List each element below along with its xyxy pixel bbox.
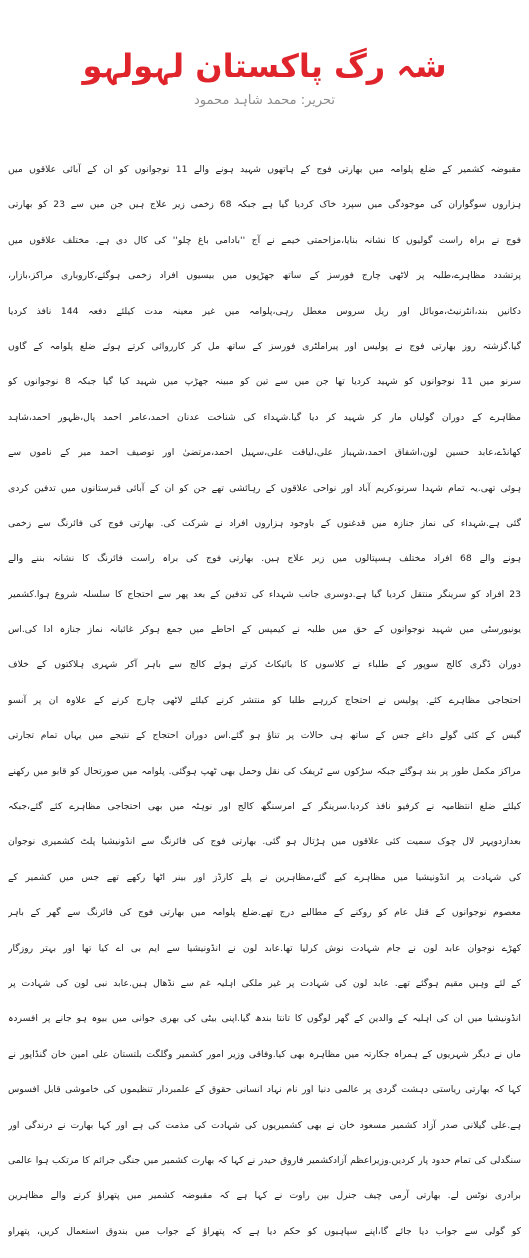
- article-line: مظاہرے کے دوران گولیاں مار کر شہید کر دیا گیا.شہداء کی شناخت عدنان احمد،عامر احمد پال،ظہور احمد،شاہد: [8, 411, 521, 423]
- article-title: شہ رگ پاکستان لہولہو: [82, 47, 447, 85]
- article-line: کے لئے وہیں مقیم ہوگئے تھے. عابد لون کی شہادت پر غیر ملکی اہلیہ غم سے نڈھال ہیں.عابد نبی لون کی شہادت پر: [8, 977, 521, 989]
- article-line: معصوم نوجوانوں کے قتل عام کو روکنے کے مطالبے درج تھے.ضلع پلوامہ میں بھارتی فوج کی فائرنگ سے گھر کے باہر: [8, 907, 521, 919]
- article-line: کو گولی سے جواب دیا جائے گا،اپنے سپاہیوں کو حکم دیا ہے کہ پتھراؤ کے جواب میں بندوق استعمال کریں، پتھراو: [8, 1225, 521, 1237]
- article-line: ہے.علی گیلانی صدر آزاد کشمیر مسعود خان نے بھی کشمیریوں کی شہادت کی مذمت کی ہے اور کہا بھارت نے درندگی اور: [8, 1119, 521, 1131]
- article-line: کھڑے نوجوان عابد لون نے جام شہادت نوش کرلیا تھا.عابد لون نے انڈونیشیا سے ایم بی اے کیا تھا اور بہتر روزگار: [8, 942, 521, 954]
- article-line: مقبوضہ کشمیر کے ضلع پلوامہ میں بھارتی فوج کے ہاتھوں شہید ہونے والے 11 نوجوانوں کو ان کے آبائی علاقوں میں: [8, 164, 521, 175]
- article-line: احتجاجی مظاہرے کئے. پولیس نے احتجاج کررہے طلبا کو منتشر کرنے کیلئے لاٹھی چارج کرنے کے علاوہ ان پر آنسو: [8, 694, 521, 706]
- article-body: [8, 152, 521, 1249]
- article-line: کھانڈے،عابد حسین لون،اشفاق احمد،شہباز علی،لیاقت علی،سہیل احمد،مرتضیٰ اور توصیف احمد میر کے ناموں سے: [8, 447, 521, 459]
- article-line: یونیورسٹی میں شہید نوجوانوں کے حق میں طلبہ نے کیمپس کے احاطے میں جمع ہوکر غائبانہ نماز جنازہ ادا کی.اس: [8, 624, 521, 636]
- article-line: سنگدلی کی تمام حدود پار کردیں.وزیراعظم آزادکشمیر فاروق حیدر نے کہا کہ بھارت کشمیر میں جنگی جرائم کا مرتکب ہوا عالمی: [8, 1154, 521, 1166]
- article-line: ہزاروں سوگواران کی موجودگی میں سپرد خاک کردیا گیا ہے جبکہ 68 زخمی زیر علاج ہیں جن میں سے 23 کو بھارتی: [8, 199, 521, 211]
- article-line: گیا.گزشتہ روز بھارتی فوج نے پولیس اور پیراملٹری فورسز کے ساتھ مل کر کارروائی کرتے ہوئے ضلع پلوامہ کے گاوں: [8, 340, 521, 352]
- article-line: ہونے والے 68 افراد مختلف ہسپتالوں میں زیر علاج ہیں. بھارتی فوج کی براہ راست فائرنگ کا نشانہ بننے والے: [8, 553, 521, 565]
- article-line: برادری نوٹس لے. بھارتی آرمی چیف جنرل بپن راوت نے کہا ہے کہ مقبوضہ کشمیر میں پتھراؤ کرنے والے مظاہرین: [8, 1190, 521, 1202]
- article-line: پرتشدد مظاہرے،طلبہ پر لاٹھی چارج فورسز کے ساتھ جھڑپوں میں بیسیوں افراد زخمی ہوگئے،کاروباری مراکز،بازار،: [8, 270, 521, 282]
- article-line: کیلئے ضلع انتظامیہ نے کرفیو نافذ کردیا.سرینگر کے امرسنگھ کالج اور نوہٹہ میں بھی احتجاجی مظاہرے کئے گئے،جبکہ: [8, 801, 521, 813]
- article-line: سرنو میں 11 نوجوانوں کو شہید کردیا تھا جن میں سے تین کو مبینہ جھڑپ میں شہید کیا گیا جبکہ 8 نوجوانوں کو: [8, 376, 521, 388]
- article-line: ماں نے دیگر شہریوں کے ہمراہ جکارتہ میں مظاہرہ بھی کیا.وفاقی وزیر امور کشمیر وگلگت بلتستان علی امین خان گنڈاپور نے: [8, 1048, 521, 1060]
- article-line: فوج نے براہ راست گولیوں کا نشانہ بنایا،مزاحمتی خیمے نے آج ''بادامی باغ چلو'' کی کال دی ہے. مختلف علاقوں میں: [8, 234, 521, 246]
- article-line: کہا کہ بھارتی ریاستی دہشت گردی پر عالمی دنیا اور نام نہاد انسانی حقوق کے علمبردار تنظیموں کی خاموشی قابل افسوس: [8, 1084, 521, 1096]
- article-line: انڈونیشیا میں ان کی اہلیہ کے والدین کے گھر لوگوں کا تانتا بندھ گیا.اپنی بیٹی کی بھری جوانی میں بیوہ ہو جانے پر افسردہ: [8, 1013, 521, 1025]
- article-line: گیس کے کئی گولے داغے جس کے ساتھ ہی حالات پر تناؤ ہو گئے.اس دوران احتجاج کے نتیجے میں یہاں تمام تجارتی: [8, 730, 521, 742]
- article-line: مراکز مکمل طور پر بند ہوگئے جبکہ سڑکوں سے ٹریفک کی نقل وحمل بھی ٹھپ ہوگئی. پلوامہ میں صورتحال کو قابو میں رکھنے: [8, 765, 521, 777]
- article-byline: تحریر: محمد شاہد محمود: [193, 93, 336, 108]
- article-line: 23 افراد کو سرینگر منتقل کردیا گیا ہے.دوسری جانب شہداء کی تدفین کے بعد پھر سے احتجاج کا سلسلہ شروع ہوا.کشمیر: [8, 588, 521, 600]
- article-line: دکانیں بند،انٹرنیٹ،موبائل اور ریل سروس معطل رہی،پلوامہ میں غیر معینہ مدت کیلئے دفعہ 144 نافذ کردیا: [8, 305, 521, 317]
- article-line: بعدازدوپہر لال چوک سمیت کئی علاقوں میں ہڑتال ہو گئی. بھارتی فوج کی فائرنگ سے انڈونیشیا پلٹ کشمیری نوجوان: [8, 836, 521, 848]
- article-line: کی شہادت پر انڈونیشیا میں مظاہرے کیے گئے،مظاہرین نے پلے کارڈز اور بینر اٹھا رکھے تھے جس میں کشمیر کے: [8, 871, 521, 883]
- article-line: دوران ڈگری کالج سوپور کے طلباء نے کلاسوں کا بائیکاٹ کرتے ہوئے کالج سے باہر آکر شہری ہلاکتوں کے خلاف: [8, 659, 521, 671]
- article-line: گئی ہے.شہداء کی نماز جنازہ میں قدغنوں کے باوجود ہزاروں افراد نے شرکت کی. بھارتی فوج کی فائرنگ سے زخمی: [8, 517, 521, 529]
- article-line: ہوئی تھی.یہ تمام شہدا سرنو،کریم آباد اور نواحی علاقوں کے رہائشی تھے جن کو ان کے آبائی قبرستانوں میں تدفین کردی: [8, 482, 521, 494]
